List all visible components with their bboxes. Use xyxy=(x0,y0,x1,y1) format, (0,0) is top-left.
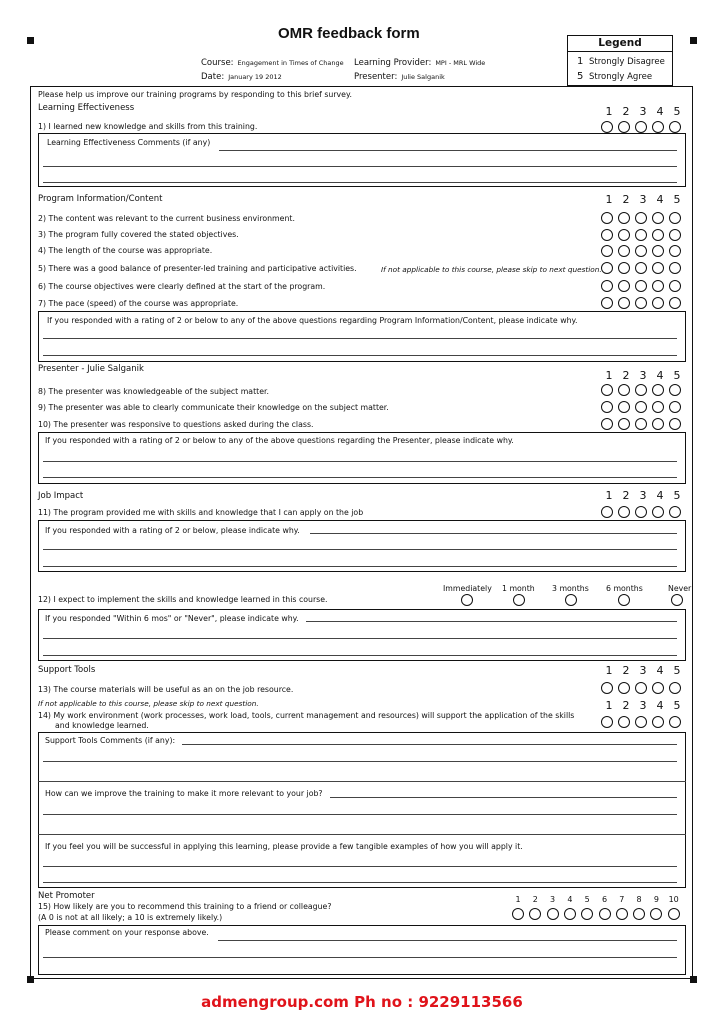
question-13: 13) The course materials will be useful as an on the job resource. xyxy=(38,685,294,694)
rating-bubble[interactable] xyxy=(618,229,630,241)
scale-number: 5 xyxy=(673,105,681,118)
write-line[interactable] xyxy=(43,814,677,815)
comment-label: How can we improve the training to make it more relevant to your job? xyxy=(45,789,323,798)
comment-label: If you responded with a rating of 2 or below to any of the above questions regarding the Presenter, please indicate why. xyxy=(45,436,514,445)
frequency-label: Never xyxy=(668,584,692,593)
divider xyxy=(38,781,686,782)
rating-bubble[interactable] xyxy=(601,401,613,413)
write-line[interactable] xyxy=(43,355,677,356)
frequency-bubble[interactable] xyxy=(618,594,630,606)
rating-bubble[interactable] xyxy=(669,401,681,413)
question-12: 12) I expect to implement the skills and knowledge learned in this course. xyxy=(38,595,328,604)
write-line[interactable] xyxy=(43,166,677,167)
write-line[interactable] xyxy=(218,940,677,941)
comment-box xyxy=(38,609,686,661)
course-info: Course: Engagement in Times of Change xyxy=(201,58,344,68)
rating-bubble[interactable] xyxy=(618,506,630,518)
rating-bubble[interactable] xyxy=(635,229,647,241)
scale-number: 5 xyxy=(673,664,681,677)
rating-bubble[interactable] xyxy=(618,280,630,292)
write-line[interactable] xyxy=(43,882,677,883)
nps-number: 10 xyxy=(668,895,679,904)
rating-bubble[interactable] xyxy=(601,280,613,292)
nps-number: 6 xyxy=(601,895,608,904)
rating-bubble[interactable] xyxy=(618,245,630,257)
rating-bubble[interactable] xyxy=(635,418,647,430)
rating-bubble[interactable] xyxy=(669,418,681,430)
question-2: 2) The content was relevant to the current business environment. xyxy=(38,214,295,223)
scale-number: 1 xyxy=(605,699,613,712)
question-1: 1) I learned new knowledge and skills from this training. xyxy=(38,122,258,131)
scale-number: 4 xyxy=(656,193,664,206)
frequency-bubble[interactable] xyxy=(565,594,577,606)
rating-bubble[interactable] xyxy=(601,262,613,274)
rating-bubble[interactable] xyxy=(669,297,681,309)
section-support-tools: Support Tools xyxy=(38,665,96,675)
question-11: 11) The program provided me with skills and knowledge that I can apply on the job xyxy=(38,508,364,517)
nps-number: 8 xyxy=(636,895,642,904)
intro-text: Please help us improve our training programs by responding to this brief survey. xyxy=(38,90,352,99)
rating-bubble[interactable] xyxy=(669,262,681,274)
write-line[interactable] xyxy=(43,461,677,462)
question-6: 6) The course objectives were clearly defined at the start of the program. xyxy=(38,282,326,291)
legend-title: Legend xyxy=(568,36,672,52)
rating-bubble[interactable] xyxy=(618,401,630,413)
rating-bubble[interactable] xyxy=(618,384,630,396)
rating-bubble[interactable] xyxy=(618,121,630,133)
nps-number: 9 xyxy=(653,895,659,904)
nps-number: 2 xyxy=(532,895,538,904)
scale-number: 2 xyxy=(622,193,630,206)
frequency-label: Immediately xyxy=(443,584,492,593)
rating-bubble[interactable] xyxy=(601,297,613,309)
section-net-promoter: Net Promoter xyxy=(38,891,95,901)
rating-bubble[interactable] xyxy=(601,229,613,241)
scale-number: 1 xyxy=(605,489,613,502)
rating-bubble[interactable] xyxy=(652,418,664,430)
rating-bubble[interactable] xyxy=(618,682,630,694)
rating-bubble[interactable] xyxy=(601,418,613,430)
section-program: Program Information/Content xyxy=(38,194,163,204)
scale-number: 4 xyxy=(656,105,664,118)
write-line[interactable] xyxy=(43,638,677,639)
registration-mark xyxy=(690,37,697,44)
nps-bubble[interactable] xyxy=(564,908,576,920)
scale-number: 2 xyxy=(622,664,630,677)
frequency-label: 3 months xyxy=(552,584,589,593)
rating-bubble[interactable] xyxy=(669,682,681,694)
comment-box xyxy=(38,133,686,187)
frequency-label: 6 months xyxy=(606,584,643,593)
rating-bubble[interactable] xyxy=(618,297,630,309)
scale-number: 3 xyxy=(639,105,647,118)
rating-bubble[interactable] xyxy=(652,245,664,257)
footer-contact: admengroup.com Ph no : 9229113566 xyxy=(201,993,523,1011)
rating-bubble[interactable] xyxy=(618,418,630,430)
rating-bubble[interactable] xyxy=(635,506,647,518)
rating-bubble[interactable] xyxy=(635,262,647,274)
rating-bubble[interactable] xyxy=(652,280,664,292)
rating-bubble[interactable] xyxy=(652,506,664,518)
rating-bubble[interactable] xyxy=(652,682,664,694)
scale-number: 2 xyxy=(622,489,630,502)
rating-bubble[interactable] xyxy=(601,506,613,518)
nps-bubble[interactable] xyxy=(616,908,628,920)
rating-bubble[interactable] xyxy=(635,384,647,396)
question-5: 5) There was a good balance of presenter-led training and participative activities. xyxy=(38,264,357,273)
write-line[interactable] xyxy=(310,533,677,534)
write-line[interactable] xyxy=(43,477,677,478)
rating-bubble[interactable] xyxy=(669,212,681,224)
nps-number: 5 xyxy=(584,895,590,904)
write-line[interactable] xyxy=(43,655,677,656)
scale-number: 5 xyxy=(673,369,681,382)
rating-bubble[interactable] xyxy=(618,716,630,728)
comment-label: Please comment on your response above. xyxy=(45,928,209,937)
presenter-info: Presenter: Julie Salganik xyxy=(354,72,445,82)
nps-number: 3 xyxy=(550,895,556,904)
rating-bubble[interactable] xyxy=(652,716,664,728)
section-job-impact: Job Impact xyxy=(38,491,84,501)
rating-bubble[interactable] xyxy=(652,212,664,224)
rating-bubble[interactable] xyxy=(669,280,681,292)
rating-bubble[interactable] xyxy=(601,384,613,396)
rating-bubble[interactable] xyxy=(635,401,647,413)
frequency-bubble[interactable] xyxy=(671,594,683,606)
rating-bubble[interactable] xyxy=(601,245,613,257)
provider-info: Learning Provider: MPI - MRL Wide xyxy=(354,58,486,68)
scale-number: 5 xyxy=(673,699,681,712)
write-line[interactable] xyxy=(43,338,677,339)
rating-bubble[interactable] xyxy=(669,716,681,728)
rating-bubble[interactable] xyxy=(652,384,664,396)
scale-number: 2 xyxy=(622,699,630,712)
rating-bubble[interactable] xyxy=(652,297,664,309)
rating-bubble[interactable] xyxy=(601,121,613,133)
form-title: OMR feedback form xyxy=(278,25,420,42)
rating-bubble[interactable] xyxy=(669,121,681,133)
question-3: 3) The program fully covered the stated objectives. xyxy=(38,230,239,239)
nps-bubble[interactable] xyxy=(512,908,524,920)
skip-note: If not applicable to this course, please skip to next question. xyxy=(381,265,602,274)
rating-bubble[interactable] xyxy=(601,682,613,694)
rating-bubble[interactable] xyxy=(635,212,647,224)
nps-bubble[interactable] xyxy=(633,908,645,920)
rating-bubble[interactable] xyxy=(635,121,647,133)
comment-label: If you responded with a rating of 2 or below to any of the above questions regarding Program Information/Content, please indicate why. xyxy=(47,316,578,325)
rating-bubble[interactable] xyxy=(635,245,647,257)
nps-bubble[interactable] xyxy=(547,908,559,920)
legend-number: 1 xyxy=(577,56,584,67)
question-7: 7) The pace (speed) of the course was appropriate. xyxy=(38,299,239,308)
write-line[interactable] xyxy=(43,182,677,183)
comment-box xyxy=(38,732,686,888)
rating-bubble[interactable] xyxy=(669,245,681,257)
legend-number: 5 xyxy=(577,71,584,82)
comment-label: If you responded "Within 6 mos" or "Never", please indicate why. xyxy=(45,614,299,623)
registration-mark xyxy=(27,37,34,44)
frequency-label: 1 month xyxy=(502,584,535,593)
scale-number: 1 xyxy=(605,369,613,382)
scale-number: 1 xyxy=(605,193,613,206)
rating-bubble[interactable] xyxy=(618,212,630,224)
scale-number: 4 xyxy=(656,369,664,382)
scale-number: 3 xyxy=(639,193,647,206)
rating-bubble[interactable] xyxy=(618,262,630,274)
frequency-bubble[interactable] xyxy=(461,594,473,606)
comment-label: If you responded with a rating of 2 or below, please indicate why. xyxy=(45,526,300,535)
question-4: 4) The length of the course was appropriate. xyxy=(38,246,213,255)
nps-number: 1 xyxy=(515,895,521,904)
rating-bubble[interactable] xyxy=(652,401,664,413)
scale-number: 1 xyxy=(605,664,613,677)
divider xyxy=(38,834,686,835)
write-line[interactable] xyxy=(43,761,677,762)
rating-bubble[interactable] xyxy=(635,682,647,694)
write-line[interactable] xyxy=(306,621,677,622)
frequency-bubble[interactable] xyxy=(513,594,525,606)
scale-number: 2 xyxy=(622,369,630,382)
scale-number: 5 xyxy=(673,193,681,206)
question-15: 15) How likely are you to recommend this training to a friend or colleague? xyxy=(38,902,332,911)
skip-note: If not applicable to this course, please skip to next question. xyxy=(38,699,259,708)
rating-bubble[interactable] xyxy=(652,229,664,241)
write-line[interactable] xyxy=(43,549,677,550)
rating-bubble[interactable] xyxy=(652,262,664,274)
rating-bubble[interactable] xyxy=(601,716,613,728)
comment-box xyxy=(38,925,686,975)
scale-number: 3 xyxy=(639,489,647,502)
comment-label: Learning Effectiveness Comments (if any) xyxy=(47,138,211,147)
scale-number: 3 xyxy=(639,664,647,677)
scale-number: 2 xyxy=(622,105,630,118)
comment-box xyxy=(38,520,686,572)
rating-bubble[interactable] xyxy=(635,297,647,309)
question-9: 9) The presenter was able to clearly communicate their knowledge on the subject matter. xyxy=(38,403,389,412)
rating-bubble[interactable] xyxy=(669,229,681,241)
scale-number: 4 xyxy=(656,699,664,712)
comment-label: If you feel you will be successful in applying this learning, please provide a few tangible examples of how you will apply it. xyxy=(45,842,523,851)
nps-bubble[interactable] xyxy=(599,908,611,920)
scale-number: 4 xyxy=(656,664,664,677)
nps-bubble[interactable] xyxy=(668,908,680,920)
section-learning: Learning Effectiveness xyxy=(38,103,135,113)
scale-number: 4 xyxy=(656,489,664,502)
question-10: 10) The presenter was responsive to questions asked during the class. xyxy=(38,420,314,429)
rating-bubble[interactable] xyxy=(652,121,664,133)
write-line[interactable] xyxy=(330,797,677,798)
rating-bubble[interactable] xyxy=(635,280,647,292)
scale-number: 3 xyxy=(639,369,647,382)
question-14-cont: and knowledge learned. xyxy=(55,721,149,730)
write-line[interactable] xyxy=(43,866,677,867)
write-line[interactable] xyxy=(43,957,677,958)
write-line[interactable] xyxy=(43,566,677,567)
section-presenter: Presenter - Julie Salganik xyxy=(38,364,144,374)
question-15-note: (A 0 is not at all likely; a 10 is extremely likely.) xyxy=(38,913,223,922)
scale-number: 5 xyxy=(673,489,681,502)
question-14: 14) My work environment (work processes, work load, tools, current management and resources) will support the application of the skills xyxy=(38,711,575,720)
rating-bubble[interactable] xyxy=(635,716,647,728)
rating-bubble[interactable] xyxy=(669,506,681,518)
scale-number: 3 xyxy=(639,699,647,712)
date-info: Date: January 19 2012 xyxy=(201,72,282,82)
legend-text: Strongly Disagree xyxy=(589,57,665,67)
nps-number: 4 xyxy=(567,895,573,904)
nps-number: 7 xyxy=(619,895,625,904)
comment-label: Support Tools Comments (if any): xyxy=(45,736,176,745)
write-line[interactable] xyxy=(219,150,677,151)
legend-text: Strongly Agree xyxy=(589,72,653,82)
rating-bubble[interactable] xyxy=(669,384,681,396)
question-8: 8) The presenter was knowledgeable of the subject matter. xyxy=(38,387,269,396)
rating-bubble[interactable] xyxy=(601,212,613,224)
legend-box xyxy=(567,35,673,86)
scale-number: 1 xyxy=(605,105,613,118)
write-line[interactable] xyxy=(182,744,677,745)
